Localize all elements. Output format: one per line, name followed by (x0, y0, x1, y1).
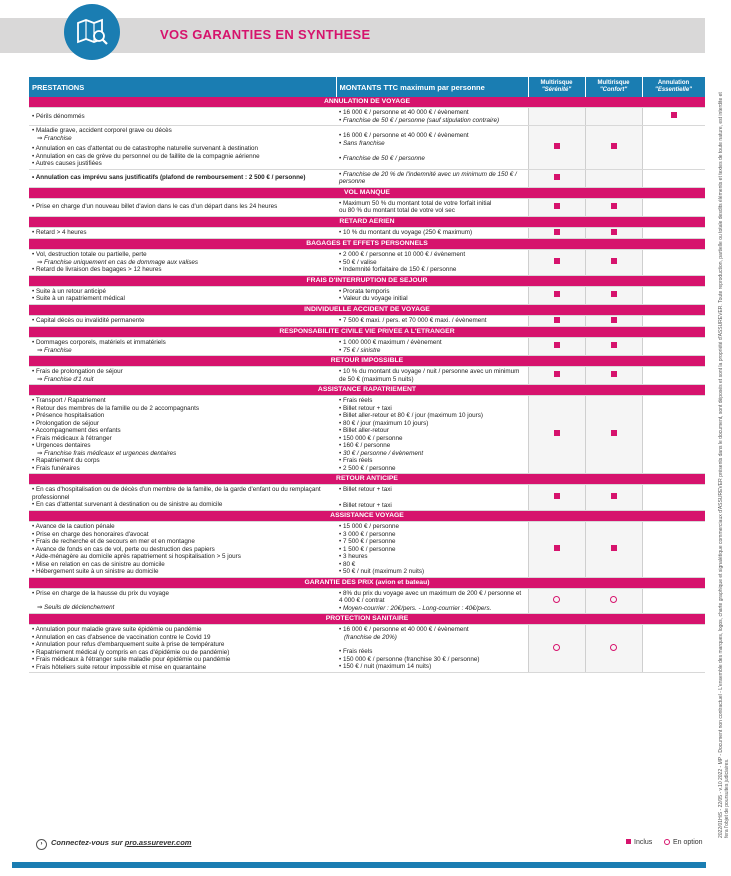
section-title: GARANTIE DES PRIX (avion et bateau) (29, 577, 705, 588)
map-search-icon (64, 4, 120, 60)
table-row: • Annulation pour maladie grave suite épidémie ou pandémie • Annulation en cas d'absence de vaccination contre le Covid 19 • Annulation pour refus d'embarquement suite à prise de température • Rapatriement médical (y compris en cas d'épidémie ou de pandémie) • Frais médicaux à l'étranger suite maladie pour épidémie ou pandémie • Frais hôteliers suite retour impossible et mise en quarantaine • 16 000 € / personne et 40 000 € / évènement (franchise de 20%) • Frais réels • 150 000 € / personne (franchise 30 € / personne) • 150 € / nuit (maximum 14 nuits) (29, 625, 705, 673)
section-title: ASSISTANCE RAPATRIEMENT (29, 385, 705, 396)
col-serenite: Multirisque "Sérénité" (528, 77, 585, 97)
table-row: • Vol, destruction totale ou partielle, perte ⇒ Franchise uniquement en cas de dommage aux valises • Retard de livraison des bagages > 12 heures • 2 000 € / personne et 10 000 € / évènement • 50 € / valise • Indemnité forfaitaire de 150 € / personne (29, 250, 705, 276)
arrow-circle-icon: › (36, 839, 47, 850)
section-title: RETOUR ANTICIPE (29, 474, 705, 485)
table-row: • Maladie grave, accident corporel grave ou décès ⇒ Franchise • Annulation en cas d'attentat ou de catastrophe naturelle survenant à destination • Annulation en cas de grève du personnel ou de faillite de la compagnie aérienne • Autres causes justifiées • 16 000 € / personne et 40 000 € / évènement • Sans franchise • Franchise de 50 € / personne (29, 126, 705, 170)
section-title: BAGAGES ET EFFETS PERSONNELS (29, 239, 705, 250)
website-link[interactable]: pro.assurever.com (124, 838, 192, 847)
section-title: RETARD AERIEN (29, 216, 705, 227)
section-title: ASSISTANCE VOYAGE (29, 511, 705, 522)
section-title: VOL MANQUE (29, 187, 705, 198)
table-row: • Annulation cas imprévu sans justificatifs (plafond de remboursement : 2 500 € / personne) • Franchise de 20 % de l'indemnité avec un minimum de 150 € / personne (29, 169, 705, 187)
legend-option: En option (664, 839, 703, 846)
col-montants: MONTANTS TTC maximum par personne (336, 77, 528, 97)
table-row: • Avance de la caution pénale • Prise en charge des honoraires d'avocat • Frais de recherche et de secours en mer et en montagne • Avance de fonds en cas de vol, perte ou destruction des papiers • Aide-ménagère au domicile après rapatriement si hospitalisation > 5 jours • Mise en relation en cas de sinistre au domicile • Hébergement suite à un sinistre au domicile • 15 000 € / personne • 3 000 € / personne • 7 500 € / personne • 1 500 € / personne • 3 heures • 80 € • 50 € / nuit (maximum 2 nuits) (29, 522, 705, 578)
table-row: • Transport / Rapatriement • Retour des membres de la famille ou de 2 accompagnants • Présence hospitalisation • Prolongation de séjour • Accompagnement des enfants • Frais médicaux à l'étranger • Urgences dentaires ⇒ Franchise frais médicaux et urgences dentaires • Rapatriement du corps • Frais funéraires • Frais réels • Billet retour + taxi • Billet aller-retour et 80 € / jour (maximum 10 jours) • 80 € / jour (maximum 10 jours) • Billet aller-retour • 150 000 € / personne • 160 € / personne • 30 € / personne / évènement • Frais réels • 2 500 € / personne (29, 396, 705, 474)
col-essentielle: Annulation "Essentielle" (642, 77, 705, 97)
section-title: PROTECTION SANITAIRE (29, 614, 705, 625)
table-row: • En cas d'hospitalisation ou de décès d'un membre de la famille, de la garde d'enfant ou du remplaçant professionnel • En cas d'attentat survenant à destination ou de sinistre au domicile • Billet retour + taxi • Billet retour + taxi (29, 485, 705, 511)
table-row: • Retard > 4 heures • 10 % du montant du voyage (250 € maximum) (29, 227, 705, 239)
table-row: • Suite à un retour anticipé • Suite à un rapatriement médical • Prorata temporis • Valeur du voyage initial (29, 286, 705, 304)
section-title: RETOUR IMPOSSIBLE (29, 356, 705, 367)
footer-bar (12, 862, 706, 868)
section-title: RESPONSABILITE CIVILE VIE PRIVEE A L'ETRANGER (29, 327, 705, 338)
table-row: • Frais de prolongation de séjour ⇒ Franchise d'1 nuit • 10 % du montant du voyage / nuit / personne avec un minimum de 50 € (maximum 5 nuits) (29, 367, 705, 385)
included-mark (554, 174, 560, 180)
table-row: • Capital décès ou invalidité permanente • 7 500 € maxi. / pers. et 70 000 € maxi. / évènement (29, 315, 705, 327)
table-row: • Périls dénommés • 16 000 € / personne et 40 000 € / évènement • Franchise de 50 € / personne (sauf stipulation contraire) (29, 108, 705, 126)
included-mark (611, 143, 617, 149)
option-mark (610, 596, 617, 603)
footer-link-line: › Connectez-vous sur pro.assurever.com (36, 838, 191, 850)
col-prestations: PRESTATIONS (29, 77, 336, 97)
legend-included: Inclus (626, 839, 652, 846)
included-mark (671, 112, 677, 118)
section-title: ANNULATION DE VOYAGE (29, 97, 705, 108)
side-legal-text: 2022/01HiS - 22/05 - v.10 2022 - MP - Document non contractuel - L'ensemble des marques, logos, charte graphique et signalétique commerciaux d'ASSUREVER présents dans le document, sont déposés et sont la propriété d'ASSUREVER. Toute reproduction, partielle ou totale desdits éléments et textes de toute nature, est interdite et fera l'objet de poursuites judiciaires. (718, 92, 730, 838)
table-row: • Dommages corporels, matériels et immatériels ⇒ Franchise • 1 000 000 € maximum / évènement • 75 € / sinistre (29, 338, 705, 356)
section-title: INDIVIDUELLE ACCIDENT DE VOYAGE (29, 304, 705, 315)
section-title: FRAIS D'INTERRUPTION DE SEJOUR (29, 275, 705, 286)
included-mark (554, 143, 560, 149)
col-confort: Multirisque "Confort" (585, 77, 642, 97)
table-row: • Prise en charge de la hausse du prix du voyage ⇒ Seuils de déclenchement • 8% du prix du voyage avec un maximum de 200 € / personne et 4 000 € / contrat • Moyen-courrier : 20€/pers. - Long-courrier : 40€/pers. (29, 588, 705, 614)
guarantees-table (29, 77, 705, 673)
table-header (29, 77, 705, 97)
table-row: • Prise en charge d'un nouveau billet d'avion dans le cas d'un départ dans les 24 heures • Maximum 50 % du montant total de votre forfait initial ou 80 % du montant total de votre vol sec (29, 198, 705, 216)
page-title: VOS GARANTIES EN SYNTHESE (160, 27, 371, 42)
option-mark (553, 596, 560, 603)
